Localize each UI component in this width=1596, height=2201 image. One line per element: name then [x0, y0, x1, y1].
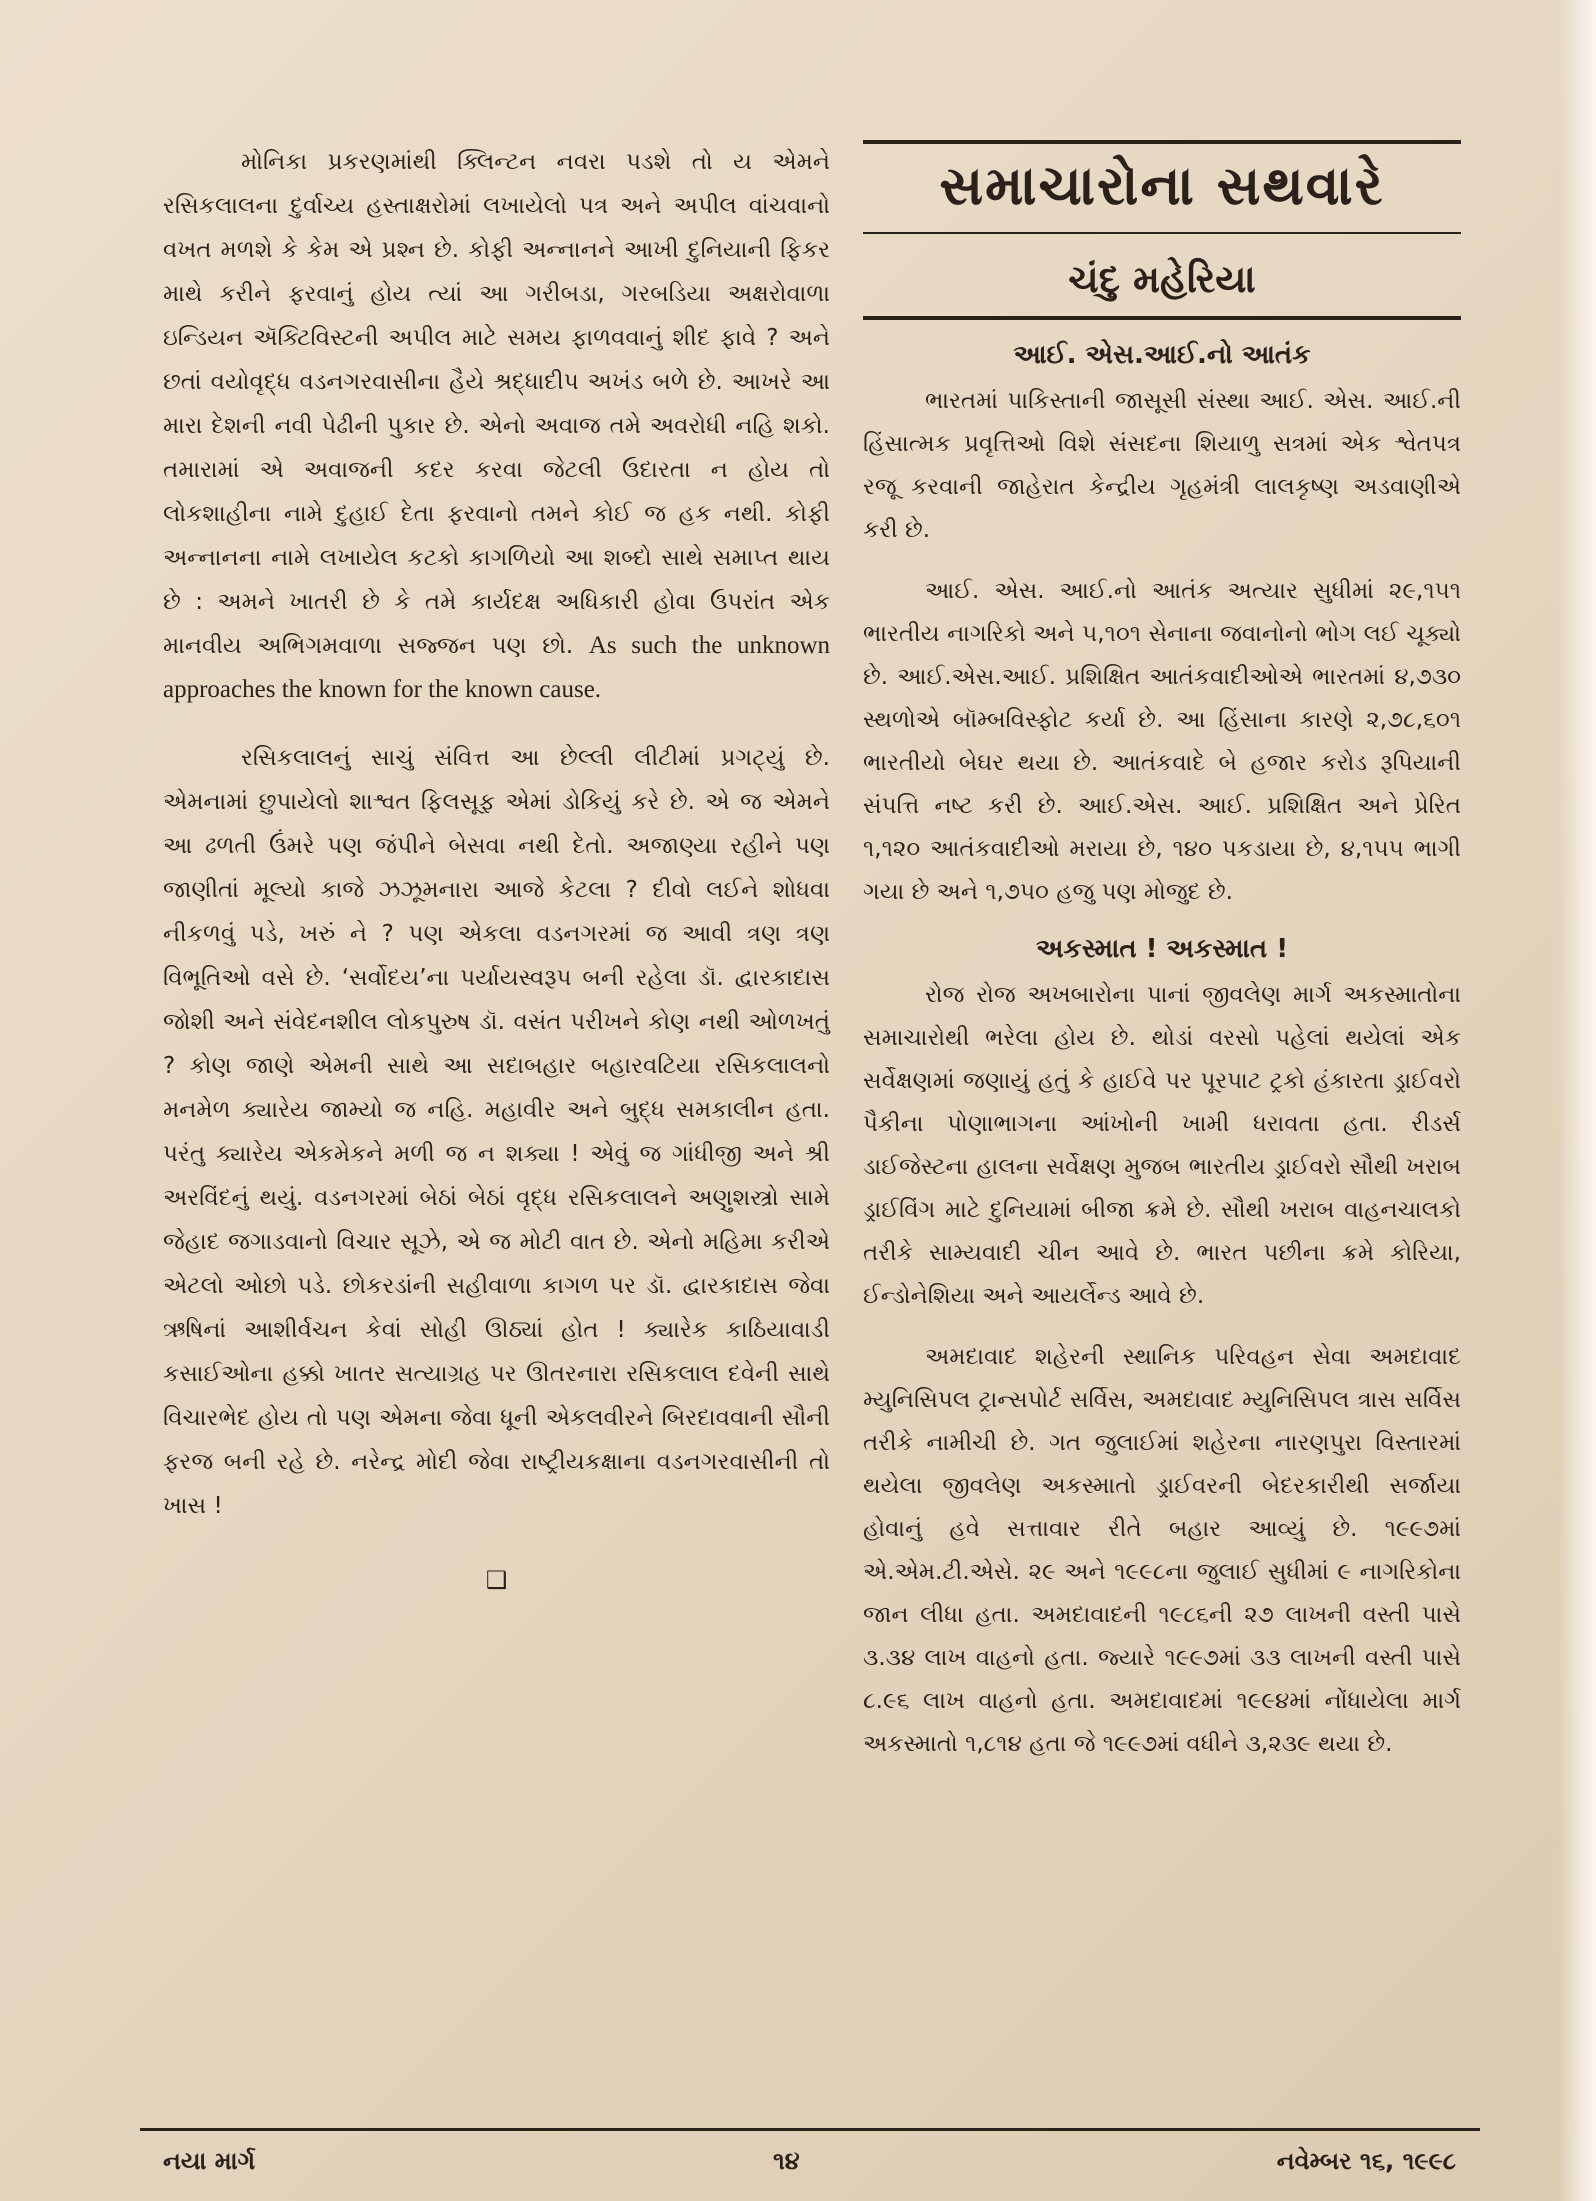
accident-paragraph-1: રોજ રોજ અખબારોના પાનાં જીવલેણ માર્ગ અકસ્માતોના સમાચારોથી ભરેલા હોય છે. થોડાં વરસો પહેલાં થયેલાં એક સર્વેક્ષણમાં જણાયું હતું કે હાઈવે પર પૂરપાટ ટ્રકો હંકારતા ડ્રાઈવરો પૈકીના પોણાભાગના આંખોની ખામી ધરાવતા હતા. રીડર્સ ડાઈજેસ્ટના હાલના સર્વેક્ષણ મુજબ ભારતીય ડ્રાઈવરો સૌથી ખરાબ ડ્રાઈવિંગ માટે દુનિયામાં બીજા ક્રમે છે. સૌથી ખરાબ વાહનચાલકો તરીકે સામ્યવાદી ચીન આવે છે. ભારત પછીના ક્રમે કોરિયા, ઈન્ડોનેશિયા અને આયર્લેન્ડ આવે છે.: [863, 982, 1461, 1309]
footer-date: નવેમ્બર ૧૬, ૧૯૯૮: [1276, 2147, 1456, 2175]
masthead-bottom-rule: [863, 232, 1461, 234]
author-byline: ચંદુ મહેરિયા: [1068, 257, 1256, 301]
isi-paragraph-2: આઈ. એસ. આઈ.નો આતંક અત્યાર સુધીમાં ૨૯,૧૫૧ ભારતીય નાગરિકો અને ૫,૧૦૧ સેનાના જવાનોનો ભોગ લઈ ચૂક્યો છે. આઈ.એસ.આઈ. પ્રશિક્ષિત આતંકવાદીઓએ ભારતમાં ૪,૭૩૦ સ્થળોએ બૉમ્બવિસ્ફોટ કર્યા છે. આ હિંસાના કારણે ૨,૭૮,૬૦૧ ભારતીયો બેઘર થયા છે. આતંકવાદે બે હજાર કરોડ રૂપિયાની સંપત્તિ નષ્ટ કરી છે. આઈ.એસ. આઈ. પ્રશિક્ષિત અને પ્રેરિત ૧,૧૨૦ આતંકવાદીઓ મરાયા છે, ૧૪૦ પકડાયા છે, ૪,૧૫૫ ભાગી ગયા છે અને ૧,૭૫૦ હજુ પણ મોજુદ છે.: [863, 578, 1461, 905]
section-heading-accident: અકસ્માત ! અકસ્માત !: [1035, 934, 1289, 964]
end-mark-icon: ❑: [485, 1566, 508, 1594]
column-masthead: સમાચારોના સથવારે: [939, 154, 1385, 217]
accident-paragraph-2: અમદાવાદ શહેરની સ્થાનિક પરિવહન સેવા અમદાવાદ મ્યુનિસિપલ ટ્રાન્સપોર્ટ સર્વિસ, અમદાવાદ મ્યુનિસિપલ ત્રાસ સર્વિસ તરીકે નામીચી છે. ગત જુલાઈમાં શહેરના નારણપુરા વિસ્તારમાં થયેલા જીવલેણ અકસ્માતો ડ્રાઈવરની બેદરકારીથી સર્જાયા હોવાનું હવે સત્તાવાર રીતે બહાર આવ્યું છે. ૧૯૯૭માં એ.એમ.ટી.એસે. ૨૯ અને ૧૯૯૮ના જુલાઈ સુધીમાં ૯ નાગરિકોના જાન લીધા હતા. અમદાવાદની ૧૯૮૬ની ૨૭ લાખની વસ્તી પાસે ૩.૩૪ લાખ વાહનો હતા. જ્યારે ૧૯૯૭માં ૩૩ લાખની વસ્તી પાસે ૮.૯૬ લાખ વાહનો હતા. અમદાવાદમાં ૧૯૯૪માં નોંધાયેલા માર્ગ અકસ્માતો ૧,૮૧૪ હતા જે ૧૯૯૭માં વધીને ૩,૨૩૯ થયા છે.: [863, 1344, 1461, 1757]
torn-paper-edge: [1558, 0, 1596, 2201]
left-paragraph-2: રસિકલાલનું સાચું સંવિત્ત આ છેલ્લી લીટીમાં પ્રગટ્યું છે. એમનામાં છુપાયેલો શાશ્વત ફિલસૂફ એમાં ડોકિયું કરે છે. એ જ એમને આ ઢળતી ઉંમરે પણ જંપીને બેસવા નથી દેતો. અજાણ્યા રહીને પણ જાણીતાં મૂલ્યો કાજે ઝઝૂમનારા આજે કેટલા ? દીવો લઈને શોધવા નીકળવું પડે, ખરું ને ? પણ એકલા વડનગરમાં જ આવી ત્રણ ત્રણ વિભૂતિઓ વસે છે. ‘સર્વોદય’ના પર્યાયસ્વરૂપ બની રહેલા ડૉ. દ્વારકાદાસ જોશી અને સંવેદનશીલ લોકપુરુષ ડૉ. વસંત પરીખને કોણ નથી ઓળખતું ? કોણ જાણે એમની સાથે આ સદાબહાર બહારવટિયા રસિકલાલનો મનમેળ ક્યારેય જામ્યો જ નહિ. મહાવીર અને બુદ્ધ સમકાલીન હતા. પરંતુ ક્યારેય એકમેકને મળી જ ન શક્યા ! એવું જ ગાંધીજી અને શ્રી અરવિંદનું થયું. વડનગરમાં બેઠાં બેઠાં વૃદ્ધ રસિકલાલને અણુશસ્ત્રો સામે જેહાદ જગાડવાનો વિચાર સૂઝે, એ જ મોટી વાત છે. એનો મહિમા કરીએ એટલો ઓછો પડે. છોકરડાંની સહીવાળા કાગળ પર ડૉ. દ્વારકાદાસ જેવા ઋષિનાં આશીર્વચન કેવાં સોહી ઊઠ્યાં હોત ! ક્યારેક કાઠિયાવાડી કસાઈઓના હક્કો ખાતર સત્યાગ્રહ પર ઊતરનારા રસિકલાલ દવેની સાથે વિચારભેદ હોય તો પણ એમના જેવા ધૂની એકલવીરને બિરદાવવાની સૌની ફરજ બની રહે છે. નરેન્દ્ર મોદી જેવા રાષ્ટ્રીયકક્ષાના વડનગરવાસીની તો ખાસ !: [163, 745, 830, 1519]
isi-paragraph-1: ભારતમાં પાકિસ્તાની જાસૂસી સંસ્થા આઈ. એસ. આઈ.ની હિંસાત્મક પ્રવૃત્તિઓ વિશે સંસદના શિયાળુ સત્રમાં એક શ્વેતપત્ર રજૂ કરવાની જાહેરાત કેન્દ્રીય ગૃહમંત્રી લાલકૃષ્ણ અડવાણીએ કરી છે.: [863, 388, 1461, 543]
left-paragraph-1-text: મોનિકા પ્રકરણમાંથી ક્લિન્ટન નવરા પડશે તો ય એમને રસિકલાલના દુર્વાચ્ય હસ્તાક્ષરોમાં લખાયેલો પત્ર અને અપીલ વાંચવાનો વખત મળશે કે કેમ એ પ્રશ્ન છે. કોફી અન્નાનને આખી દુનિયાની ફિકર માથે કરીને ફરવાનું હોય ત્યાં આ ગરીબડા, ગરબડિયા અક્ષરોવાળા ઇન્ડિયન ઍક્ટિવિસ્ટની અપીલ માટે સમય ફાળવવાનું શીદ ફાવે ? અને છતાં વયોવૃદ્ધ વડનગરવાસીના હૈયે શ્રદ્ધાદીપ અખંડ બળે છે. આખરે આ મારા દેશની નવી પેઢીની પુકાર છે. એનો અવાજ તમે અવરોધી નહિ શકો. તમારામાં એ અવાજની કદર કરવા જેટલી ઉદારતા ન હોય તો લોકશાહીના નામે દુહાઈ દેતા ફરવાનો તમને કોઈ જ હક નથી. કોફી અન્નાનના નામે લખાયેલ કટકો કાગળિયો આ શબ્દો સાથે સમાપ્ત થાય છે : અમને ખાતરી છે કે તમે કાર્યદક્ષ અધિકારી હોવા ઉપરાંત એક માનવીય અભિગમવાળા સજ્જન પણ છો.: [163, 149, 830, 659]
english-quote: As such the unknown approaches the known for the known cause.: [163, 632, 830, 703]
footer-rule: [140, 2128, 1480, 2131]
section-heading-isi: આઈ. એસ.આઈ.નો આતંક: [1013, 340, 1311, 370]
right-column: [863, 140, 1461, 1766]
left-column: [163, 140, 830, 1602]
left-paragraph-1: [163, 140, 830, 712]
footer-publication: નયા માર્ગ: [163, 2147, 256, 2175]
masthead-top-rule: [863, 140, 1461, 144]
byline-rule: [863, 316, 1461, 320]
footer-page-number: ૧૪: [773, 2147, 800, 2175]
